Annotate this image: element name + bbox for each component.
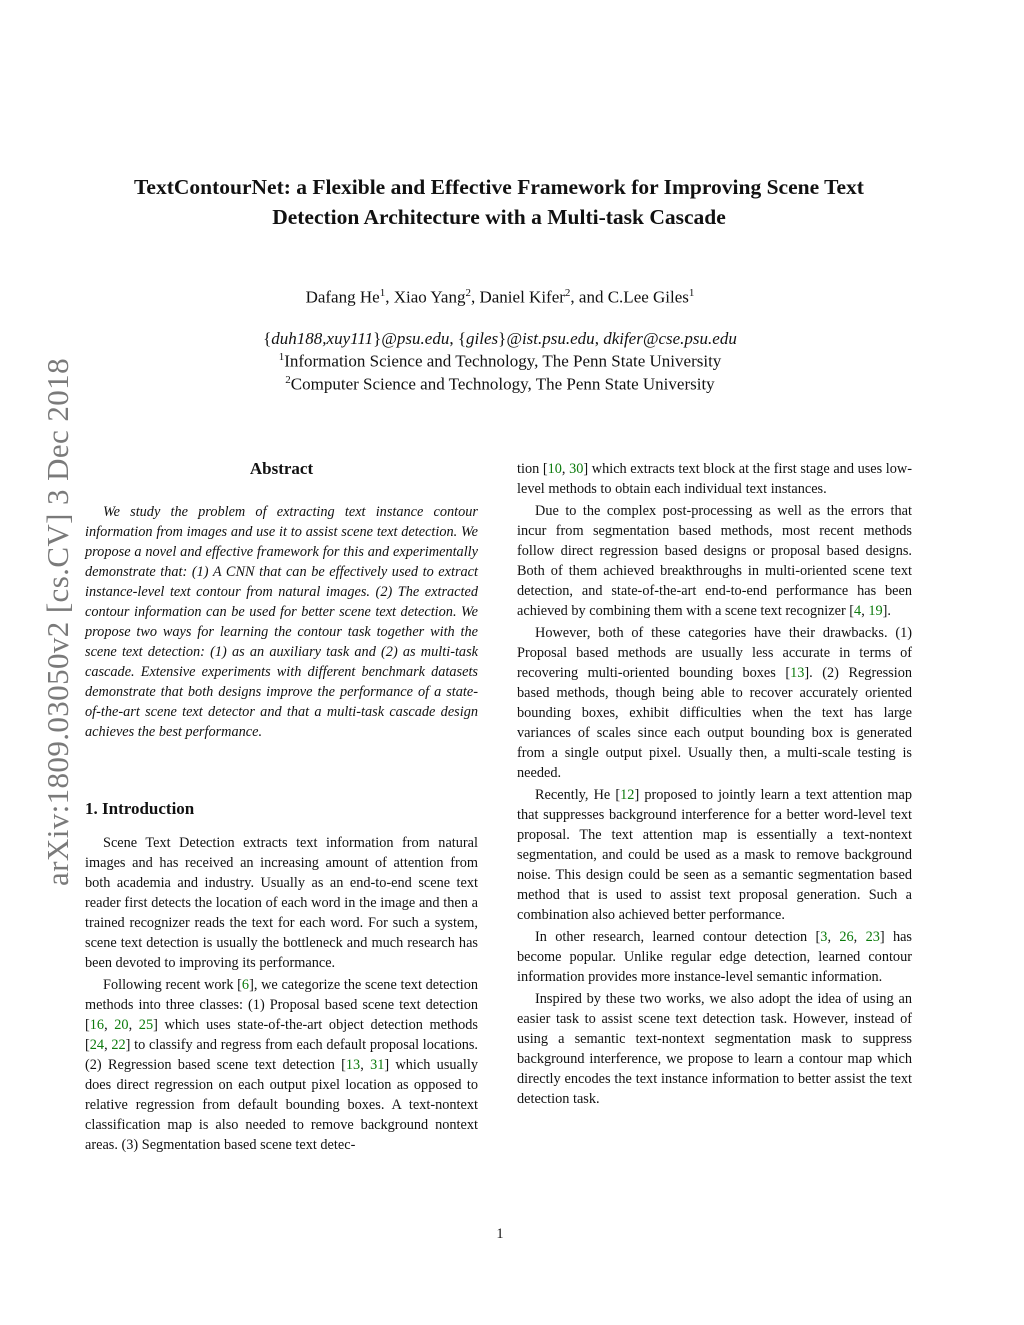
author-affiliation-mark: 2 [564,287,571,299]
email-link[interactable]: dkifer@cse.psu.edu [603,329,737,348]
author-name: C.Lee Giles [607,287,689,307]
citation-link[interactable]: 20 [114,1017,129,1033]
author-name: Xiao Yang [393,287,466,307]
citation-link[interactable]: 22 [111,1037,126,1053]
title-line-1: TextContourNet: a Flexible and Effective Framework for Improving Scene Text [134,175,864,199]
author-affiliation-mark: 2 [465,287,471,299]
abstract-heading: Abstract [249,459,314,478]
author-name: Daniel Kifer [479,287,565,307]
paragraph: tion [10, 30] which extracts text block at the first stage and uses low-level methods to obtain each individual text instances. [517,461,913,497]
citation-link[interactable]: 23 [865,929,880,945]
left-column-body [85,833,478,1155]
paragraph: In other research, learned contour detection [3, 26, 23] has become popular. Unlike regular edge detection, learned contour information provides more instance-level semantic information. [517,929,912,985]
title-line-2: Detection Architecture with a Multi-task Cascade [272,205,726,229]
abstract-text: We study the problem of extracting text instance contour information from images and use it to assist scene text detection. We propose a novel and effective framework for this and experimentally demonstrate that: (1) A CNN that can be effectively used to extract instance-level text contour from natural images. (2) The extracted contour information can be used for better scene text detection. We propose two ways for learning the contour task together with the scene text detection: (1) as an auxiliary task and (2) as multi-task cascade. Extensive experiments with different benchmark datasets demonstrate that both designs improve the performance of a state-of-the-art scene text detector and that a multi-task cascade design achieves the best performance. [85,504,478,740]
author-separator: , [470,287,480,307]
citation-link[interactable]: 3 [820,929,828,945]
section-heading-introduction: 1. Introduction [85,799,195,818]
author-emails: {duh188,xuy111}@psu.edu, {giles}@ist.psu.edu, dkifer@cse.psu.edu [263,329,737,348]
citation-link[interactable]: 30 [569,461,584,477]
citation-link[interactable]: 4 [854,603,862,619]
citation-link[interactable]: 16 [89,1017,105,1033]
citation-link[interactable]: 19 [868,603,883,619]
paper-title [70,172,928,232]
abstract-body [85,502,478,742]
citation-link[interactable]: 31 [370,1057,385,1073]
affiliation-2: $^2$Computer Science and Technology, The Penn State University [285,374,715,394]
citation-link[interactable]: 6 [241,977,250,993]
page-number: 1 [496,1226,504,1242]
paragraph: Following recent work [6], we categorize the scene text detection methods into three classes: (1) Proposal based scene text detection [16, 20, 25] which uses state-of-the-art object detection methods [24, 22] to classify and regress from each default proposal locations. (2) Regression based scene text detection [13, 31] which usually does direct regression on each output pixel location as opposed to relative regression from default bounding boxes. A text-nontext classification map is also needed to remove background nontext areas. (3) Segmentation based scene text detec- [85,977,479,1153]
citation-link[interactable]: 13 [345,1057,361,1073]
author-list [0,287,1000,308]
paragraph: Recently, He [12] proposed to jointly learn a text attention map that suppresses background interference for a better word-level text proposal. The text attention map is essentially a text-nontext segmentation, and could be used as a mask to remove background noise. This design could be seen as a semantic segmentation based method that is used to assist text proposal generation. Such a combination also achieved better performance. [517,787,913,923]
paragraph: Due to the complex post-processing as well as the errors that incur from segmentation based methods, most recent methods follow direct regression based designs or proposal based designs. Both of them achieved breakthroughs in multi-oriented scene text detection, and state-of-the-art end-to-end performance has been achieved by combining them with a scene text recognizer [4, 19]. [517,503,912,619]
paragraph: Inspired by these two works, we also adopt the idea of using an easier task to assist scene text detection task. However, instead of using a semantic text-nontext segmentation mask to suppress background interference, we propose to learn a contour map which directly encodes the text instance information to better assist the text detection task. [517,991,912,1107]
citation-link[interactable]: 24 [89,1037,105,1053]
arxiv-watermark: arXiv:1809.03050v2 [cs.CV] 3 Dec 2018 [40,358,75,886]
author-name: Dafang He [305,287,380,307]
author-separator: , [385,287,394,307]
citation-link[interactable]: 26 [839,929,854,945]
author-affiliation-mark: 1 [379,287,386,299]
author-separator: , and [570,287,608,307]
paragraph: However, both of these categories have their drawbacks. (1) Proposal based methods are usually less accurate in terms of recovering multi-oriented bounding boxes [13]. (2) Regression based methods, though being able to recover accurately oriented bounding boxes, exhibit difficulties when the text has large variances of scales since each output bounding box is generated from a single output pixel. Usually then, a multi-scale testing is needed. [517,625,912,781]
affiliation-1: $^1$Information Science and Technology, The Penn State University [278,351,722,371]
author-affiliation-mark: 1 [688,287,695,299]
citation-link[interactable]: 12 [620,787,635,803]
citation-link[interactable]: 25 [138,1017,154,1033]
paragraph: Scene Text Detection extracts text information from natural images and has received an increasing amount of attention from both academia and industry. Usually as an end-to-end scene text reader first detects the location of each word in the image and then a trained recognizer reads the text for each word. For such a system, scene text detection is usually the bottleneck and much research has been devoted to improving its performance. [85,835,478,971]
right-column-body [517,459,912,1109]
citation-link[interactable]: 10 [547,461,562,477]
citation-link[interactable]: 13 [790,665,805,681]
